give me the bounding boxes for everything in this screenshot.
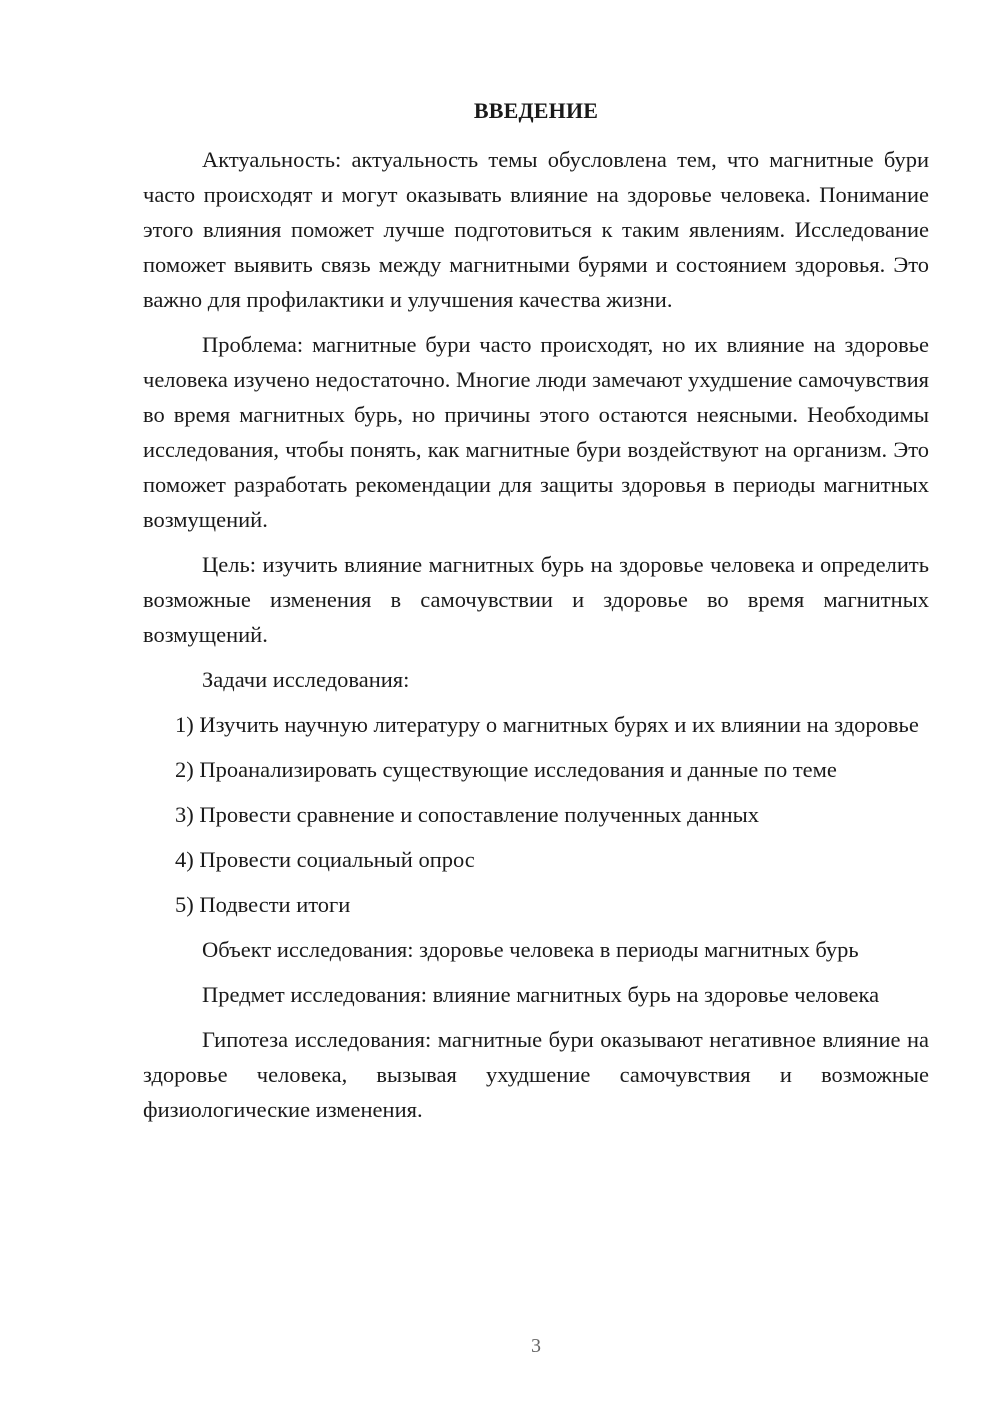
task-item: 1) Изучить научную литературу о магнитных бурях и их влиянии на здоровье <box>175 712 919 737</box>
relevance-paragraph: Актуальность: актуальность темы обусловлена тем, что магнитные бури часто происходят и могут оказывать влияние на здоровье человека. Понимание этого влияния поможет лучше подготовиться к таким явлениям. Исследование поможет выявить связь между магнитными бурями и состоянием здоровья. Это важно для профилактики и улучшения качества жизни. <box>143 147 929 312</box>
page-number: 3 <box>531 1335 541 1357</box>
task-item: 5) Подвести итоги <box>175 892 351 917</box>
subject-paragraph: Предмет исследования: влияние магнитных бурь на здоровье человека <box>202 982 880 1007</box>
hypothesis-paragraph: Гипотеза исследования: магнитные бури оказывают негативное влияние на здоровье человека, вызывая ухудшение самочувствия и возможные физиологические изменения. <box>143 1027 929 1122</box>
tasks-title: Задачи исследования: <box>202 667 410 692</box>
page-title: ВВЕДЕНИЕ <box>473 98 599 123</box>
task-item: 4) Провести социальный опрос <box>175 847 475 872</box>
object-paragraph: Объект исследования: здоровье человека в периоды магнитных бурь <box>202 937 859 962</box>
task-item: 2) Проанализировать существующие исследования и данные по теме <box>175 757 837 782</box>
document-body <box>143 142 929 1127</box>
problem-paragraph: Проблема: магнитные бури часто происходят, но их влияние на здоровье человека изучено недостаточно. Многие люди замечают ухудшение самочувствия во время магнитных бурь, но причины этого остаются неясными. Необходимы исследования, чтобы понять, как магнитные бури воздействуют на организм. Это поможет разработать рекомендации для защиты здоровья в периоды магнитных возмущений. <box>143 332 929 532</box>
goal-paragraph: Цель: изучить влияние магнитных бурь на здоровье человека и определить возможные изменения в самочувствии и здоровье во время магнитных возмущений. <box>143 552 929 647</box>
task-item: 3) Провести сравнение и сопоставление полученных данных <box>175 802 760 827</box>
